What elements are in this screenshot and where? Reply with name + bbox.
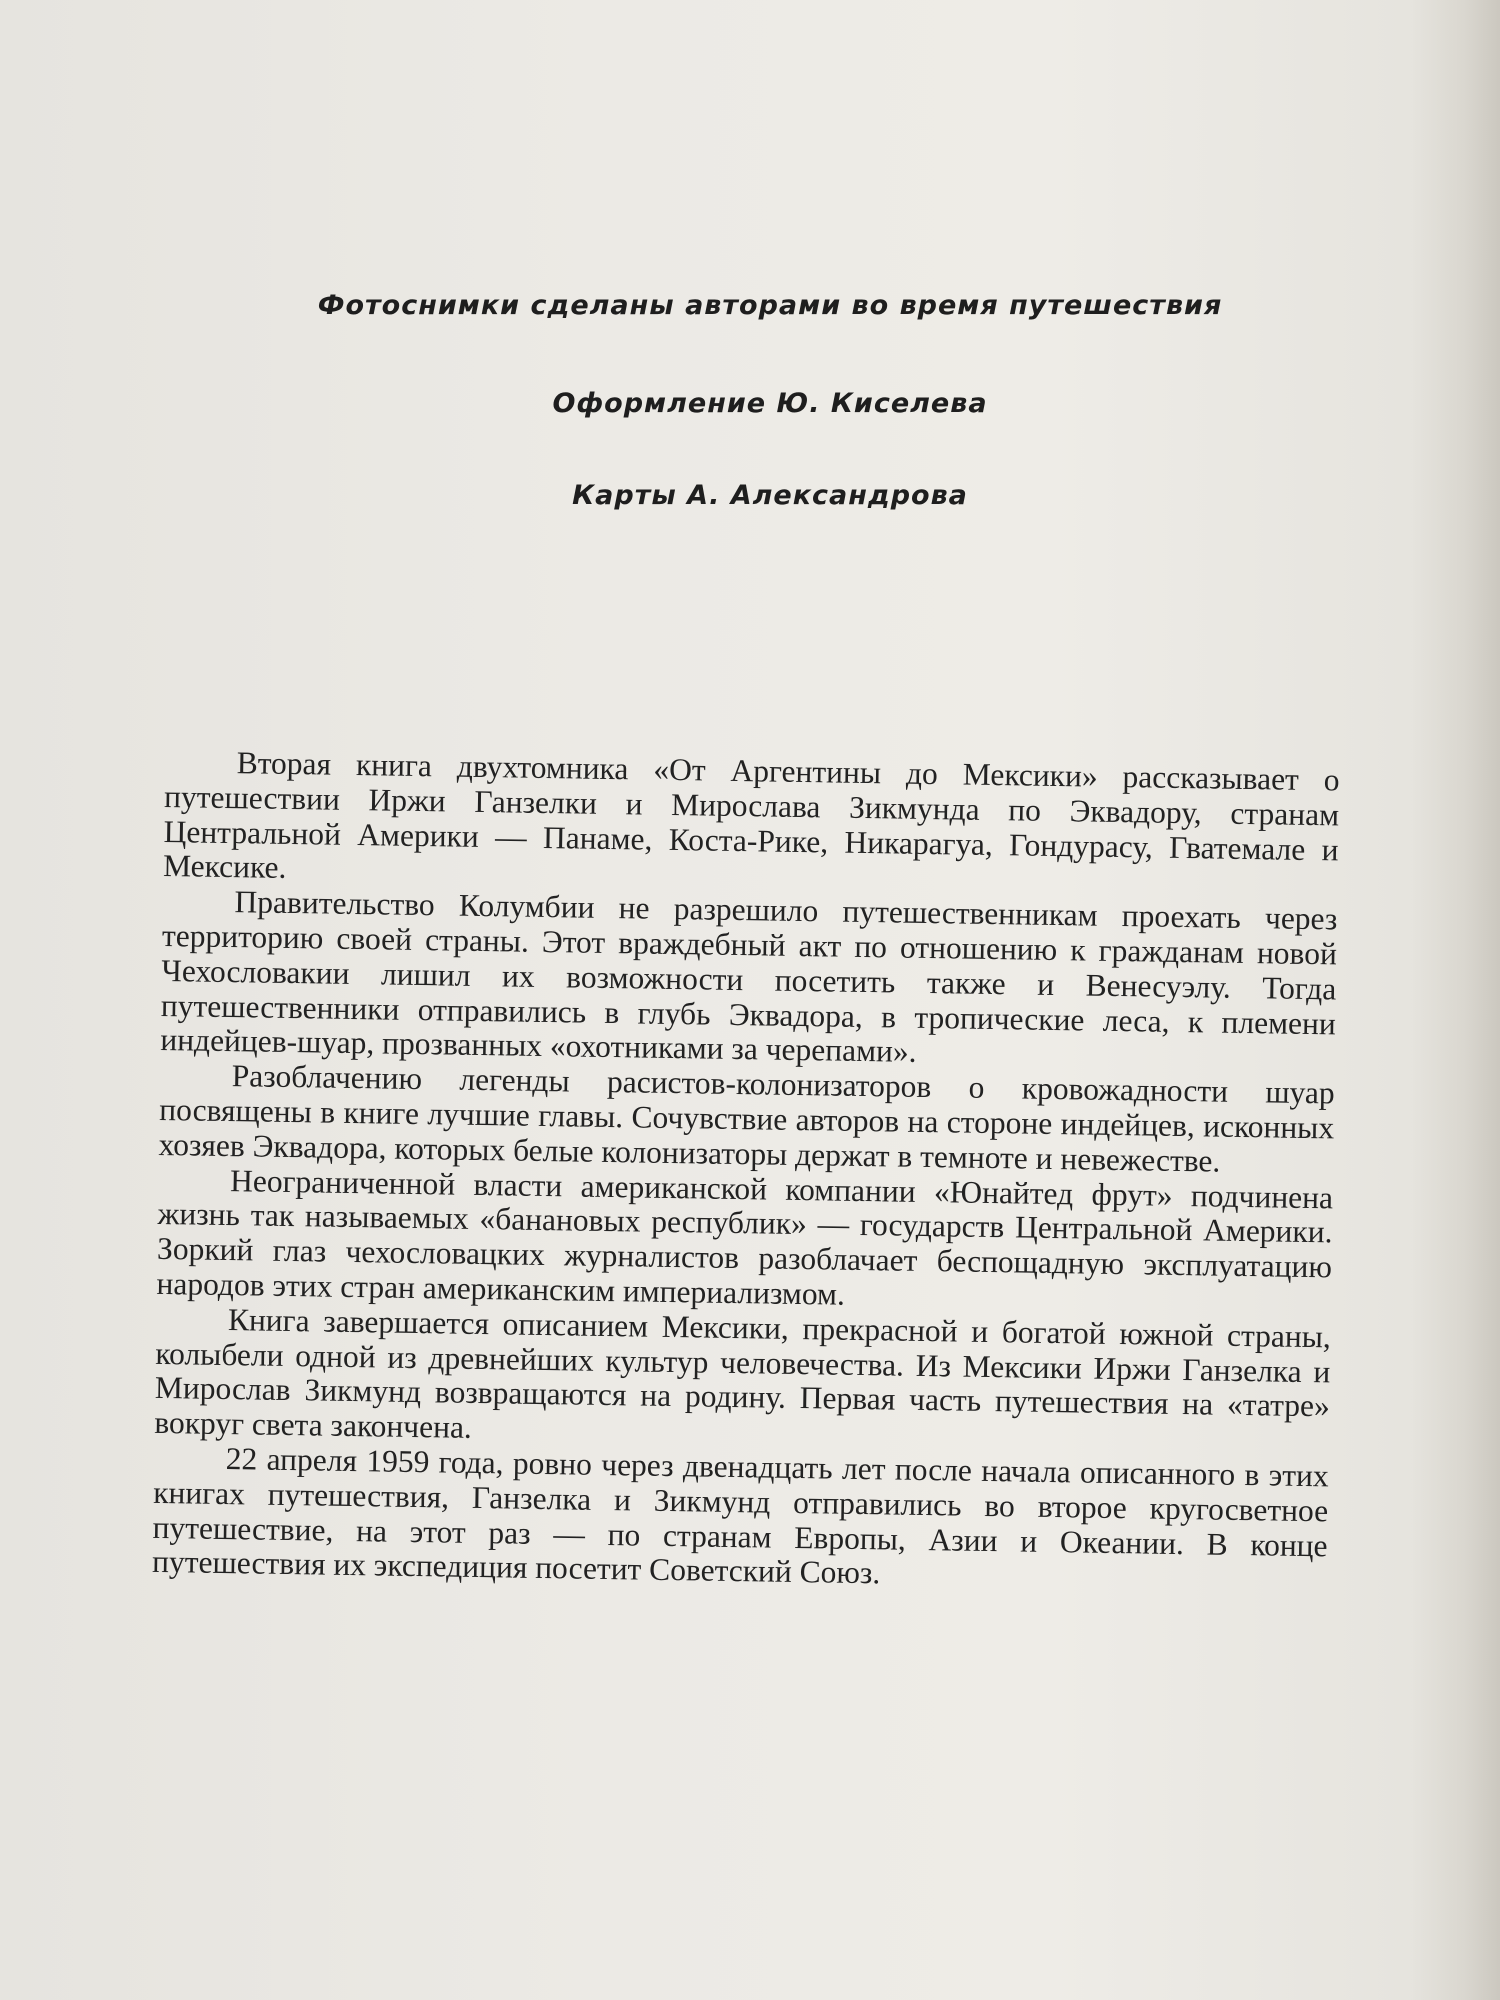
annotation-paragraph: Книга завершается описанием Мексики, прекрасной и богатой южной страны, колыбели одной из древнейших культур человечества. Из Мексики Иржи Ганзелка и Мирослав Зикмунд возвращаются на родину. Первая часть путешествия на «татре» вокруг света закончена. [154,1301,1332,1446]
photo-credit: Фотоснимки сделаны авторами во время путешествия [317,290,1223,321]
annotation-paragraph: Неограниченной власти американской компании «Юнайтед фрут» подчинена жизнь так называемых «банановых республик» — государств Центральной Америки. Зоркий глаз чехословацких журналистов разоблачает беспощадную эксплуатацию народов этих стран американским империализмом. [156,1162,1334,1312]
annotation-paragraph: Вторая книга двухтомника «От Аргентины до Мексики» рассказывает о путешествии Иржи Ганзелки и Мирослава Зикмунда по Эквадору, странам Центральной Америки — Панаме, Коста-Рике, Никарагуа, Гондурасу, Гватемале и Мексике. [162,745,1340,886]
annotation-paragraph: 22 апреля 1959 года, ровно через двенадцать лет после начала описанного в этих книгах путешествия, Ганзелка и Зикмунд отправились во второе кругосветное путешествие, на этот раз — по странам Европы, Азии и Океании. В конце путешествия их экспедиция посетит Советский Союз. [151,1440,1329,1591]
design-credit: Оформление Ю. Киселева [552,388,988,419]
annotation-paragraph: Разоблачению легенды расистов-колонизаторов о кровожадности шуар посвящены в книге лучшие главы. Сочувствие авторов на стороне индейцев, исконных хозяев Эквадора, которых белые колонизаторы держат в темноте и невежестве. [158,1058,1335,1179]
book-annotation [152,745,1340,1598]
annotation-paragraph: Правительство Колумбии не разрешило путешественникам проехать через территорию своей страны. Этот враждебный акт по отношению к гражданам новой Чехословакии лишил их возможности посетить также и Венесуэлу. Тогда путешественники отправились в глубь Эквадора, в тропические леса, к племени индейцев-шуар, прозванных «охотниками за черепами». [160,884,1338,1070]
maps-credit: Карты А. Александрова [572,480,968,511]
